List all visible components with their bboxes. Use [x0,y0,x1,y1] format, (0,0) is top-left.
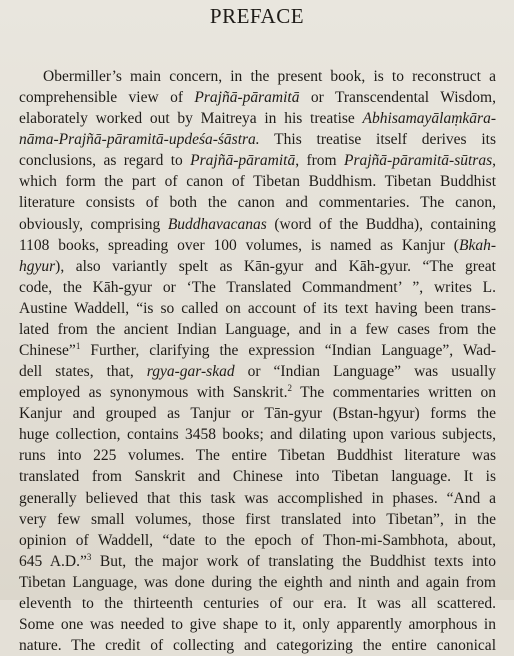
text-line: hgyur), also variantly spelt as Kān-gyur and Kāh-gyur. “The great [19,257,496,275]
text-line: nāma-Prajñā-pāramitā-updeśa-śāstra. This treatise itself derives its [19,131,496,149]
text-line: which form the part of canon of Tibetan Buddhism. Tibetan Buddhist [19,173,496,191]
text-line: 645 A.D.”$^3$ But, the major work of translating the Buddhist texts into [19,551,496,570]
text-line: runs into 225 volumes. The entire Tibetan Buddhist literature was [19,447,496,465]
text-line: translated from Sanskrit and Chinese into Tibetan language. It is [19,468,496,486]
text-line: very few small volumes, those first translated into Tibetan”, in the [19,510,496,528]
text-line: Chinese”$^1$ Further, clarifying the expression “Indian Language”, Wad- [19,340,496,360]
text-line: obviously, comprising Buddhavacanas (word of the Buddha), containing [19,215,496,233]
text-line: comprehensible view of Prajñā-pāramitā or Transcendental Wisdom, [19,89,496,107]
text-line: code, the Kāh-gyur or ‘The Translated Commandment’ ”, writes L. [19,278,496,296]
text-line: Some one was needed to give shape to it, only apparently amorphous in [19,616,496,634]
text-line: opinion of Waddell, “date to the epoch of Thon-mi-Sambhota, about, [19,531,496,549]
text-line: employed as synonymous with Sanskrit.$^2$ The commentaries written on [19,383,496,402]
text-line: Tibetan Language, was done during the eighth and ninth and again from [19,573,496,591]
text-line: lated from the ancient Indian Language, and in a few cases from the [19,320,496,338]
text-line: 1108 books, spreading over 100 volumes, is named as Kanjur (Bkah- [19,236,496,254]
text-line: Austine Waddell, “is so called on account of its text having been trans- [19,299,496,317]
text-line: eleventh to the thirteenth centuries of our era. It was all scattered. [19,594,496,612]
page-heading: PREFACE [209,4,305,28]
preface-body [19,66,496,656]
text-line: Obermiller’s main concern, in the present book, is to reconstruct a [43,68,496,85]
text-line: dell states, that, rgya-gar-skad or “Indian Language” was usually [19,363,496,381]
text-line: literature consists of both the canon and commentaries. The canon, [19,194,496,212]
text-line: huge collection, contains 3458 books; and dilating upon various subjects, [19,426,496,444]
text-line: nature. The credit of collecting and categorizing the entire canonical [19,637,496,655]
text-line: elaborately worked out by Maitreya in his treatise Abhisamayālaṃkāra- [19,110,496,128]
text-line: conclusions, as regard to Prajñā-pāramitā, from Prajñā-pāramitā-sūtras, [19,152,496,170]
text-line: generally believed that this task was accomplished in phases. “And a [19,489,496,507]
text-line: Kanjur and grouped as Tanjur or Tān-gyur (Bstan-hgyur) forms the [19,405,496,423]
